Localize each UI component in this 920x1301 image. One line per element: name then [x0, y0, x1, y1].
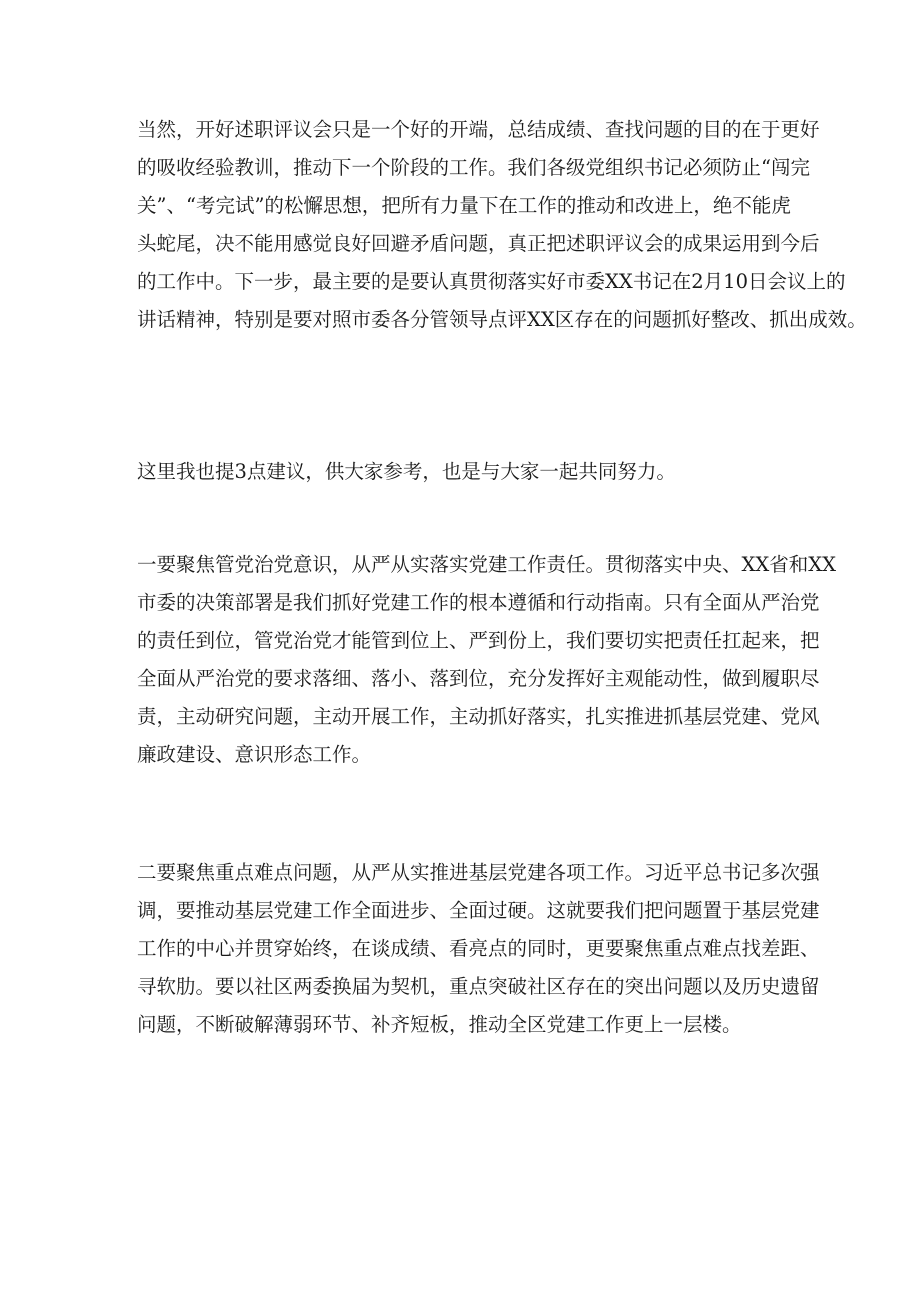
text-line: 讲话精神，特别是要对照市委各分管领导点评XX区存在的问题抓好整改、抓出成效。 — [137, 308, 867, 331]
text-line: 关”、“考完试”的松懈思想，把所有力量下在工作的推动和改进上，绝不能虎 — [137, 194, 791, 217]
text-line: 头蛇尾，决不能用感觉良好回避矛盾问题，真正把述职评议会的成果运用到今后 — [137, 232, 820, 255]
text-line: 廉政建设、意识形态工作。 — [137, 743, 372, 766]
text-line: 二要聚焦重点难点问题，从严从实推进基层党建各项工作。习近平总书记多次强 — [137, 861, 820, 884]
text-line: 的工作中。下一步，最主要的是要认真贯彻落实好市委XX书记在2月10日会议上的 — [137, 270, 846, 293]
text-line: 全面从严治党的要求落细、落小、落到位，充分发挥好主观能动性，做到履职尽 — [137, 667, 820, 690]
text-line: 当然，开好述职评议会只是一个好的开端，总结成绩、查找问题的目的在于更好 — [137, 118, 820, 141]
text-line: 问题，不断破解薄弱环节、补齐短板，推动全区党建工作更上一层楼。 — [137, 1013, 742, 1036]
text-line: 调，要推动基层党建工作全面进步、全面过硬。这就要我们把问题置于基层党建 — [137, 899, 820, 922]
paragraph-suggestions-intro — [137, 453, 676, 491]
text-line: 一要聚焦管党治党意识，从严从实落实党建工作责任。贯彻落实中央、XX省和XX — [137, 553, 837, 576]
text-line: 工作的中心并贯穿始终，在谈成绩、看亮点的同时，更要聚焦重点难点找差距、 — [137, 937, 820, 960]
paragraph-suggestion-two — [137, 854, 820, 1044]
text-line: 市委的决策部署是我们抓好党建工作的根本遵循和行动指南。只有全面从严治党 — [137, 591, 820, 614]
text-line: 这里我也提3点建议，供大家参考，也是与大家一起共同努力。 — [137, 460, 676, 483]
text-line: 责，主动研究问题，主动开展工作，主动抓好落实，扎实推进抓基层党建、党风 — [137, 705, 820, 728]
text-line: 的吸收经验教训，推动下一个阶段的工作。我们各级党组织书记必须防止“闯完 — [137, 156, 810, 179]
paragraph-suggestion-one — [137, 546, 836, 774]
text-line: 寻软肋。要以社区两委换届为契机，重点突破社区存在的突出问题以及历史遗留 — [137, 975, 820, 998]
text-line: 的责任到位，管党治党才能管到位上、严到份上，我们要切实把责任扛起来，把 — [137, 629, 820, 652]
paragraph-intro — [137, 111, 867, 339]
